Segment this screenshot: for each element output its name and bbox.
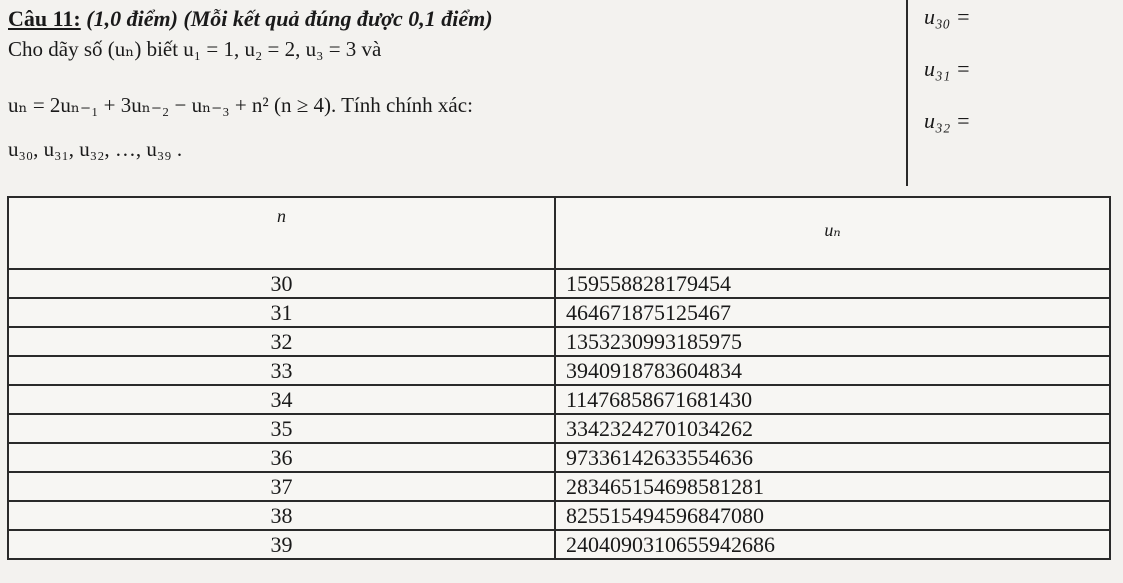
table-row	[8, 501, 1110, 530]
answer-line-u32: u₃₂ =	[924, 108, 971, 133]
table-row	[8, 269, 1110, 298]
terms-list: u₃₀, u₃₁, u₃₂, …, u₃₉ .	[8, 137, 183, 161]
results-table-container	[7, 196, 1111, 560]
cell-value: 11476858671681430	[555, 385, 1110, 414]
problem-heading	[8, 4, 888, 34]
table-header-row	[8, 197, 1110, 269]
problem-statement	[8, 4, 888, 164]
cell-n: 37	[8, 472, 555, 501]
points-note: (1,0 điểm) (Mỗi kết quả đúng được 0,1 điểm)	[86, 6, 493, 31]
cell-value: 2404090310655942686	[555, 530, 1110, 559]
cell-value: 97336142633554636	[555, 443, 1110, 472]
cell-n: 36	[8, 443, 555, 472]
table-row	[8, 356, 1110, 385]
cell-value: 3940918783604834	[555, 356, 1110, 385]
cell-value: 283465154698581281	[555, 472, 1110, 501]
header-un: uₙ	[555, 197, 1110, 269]
answer-line-u30: u₃₀ =	[924, 4, 971, 29]
table-row	[8, 530, 1110, 559]
table-row	[8, 414, 1110, 443]
cell-value: 1353230993185975	[555, 327, 1110, 356]
table-row	[8, 385, 1110, 414]
cell-n: 34	[8, 385, 555, 414]
cell-n: 32	[8, 327, 555, 356]
cell-value: 464671875125467	[555, 298, 1110, 327]
cell-value: 159558828179454	[555, 269, 1110, 298]
answer-line-u31: u₃₁ =	[924, 56, 971, 81]
table-row	[8, 443, 1110, 472]
recurrence-formula: uₙ = 2uₙ₋₁ + 3uₙ₋₂ − uₙ₋₃ + n² (n ≥ 4). Tính chính xác:	[8, 93, 473, 117]
table-row	[8, 298, 1110, 327]
table-row	[8, 327, 1110, 356]
cell-n: 35	[8, 414, 555, 443]
table-row	[8, 472, 1110, 501]
cell-n: 39	[8, 530, 555, 559]
header-n: n	[8, 197, 555, 269]
answer-box	[906, 0, 1123, 186]
cell-n: 33	[8, 356, 555, 385]
cell-n: 38	[8, 501, 555, 530]
results-table	[7, 196, 1111, 560]
problem-intro: Cho dãy số (uₙ) biết u₁ = 1, u₂ = 2, u₃ = 3 và	[8, 37, 382, 61]
cell-value: 33423242701034262	[555, 414, 1110, 443]
cell-n: 30	[8, 269, 555, 298]
problem-number: Câu 11:	[8, 6, 81, 31]
cell-n: 31	[8, 298, 555, 327]
cell-value: 825515494596847080	[555, 501, 1110, 530]
